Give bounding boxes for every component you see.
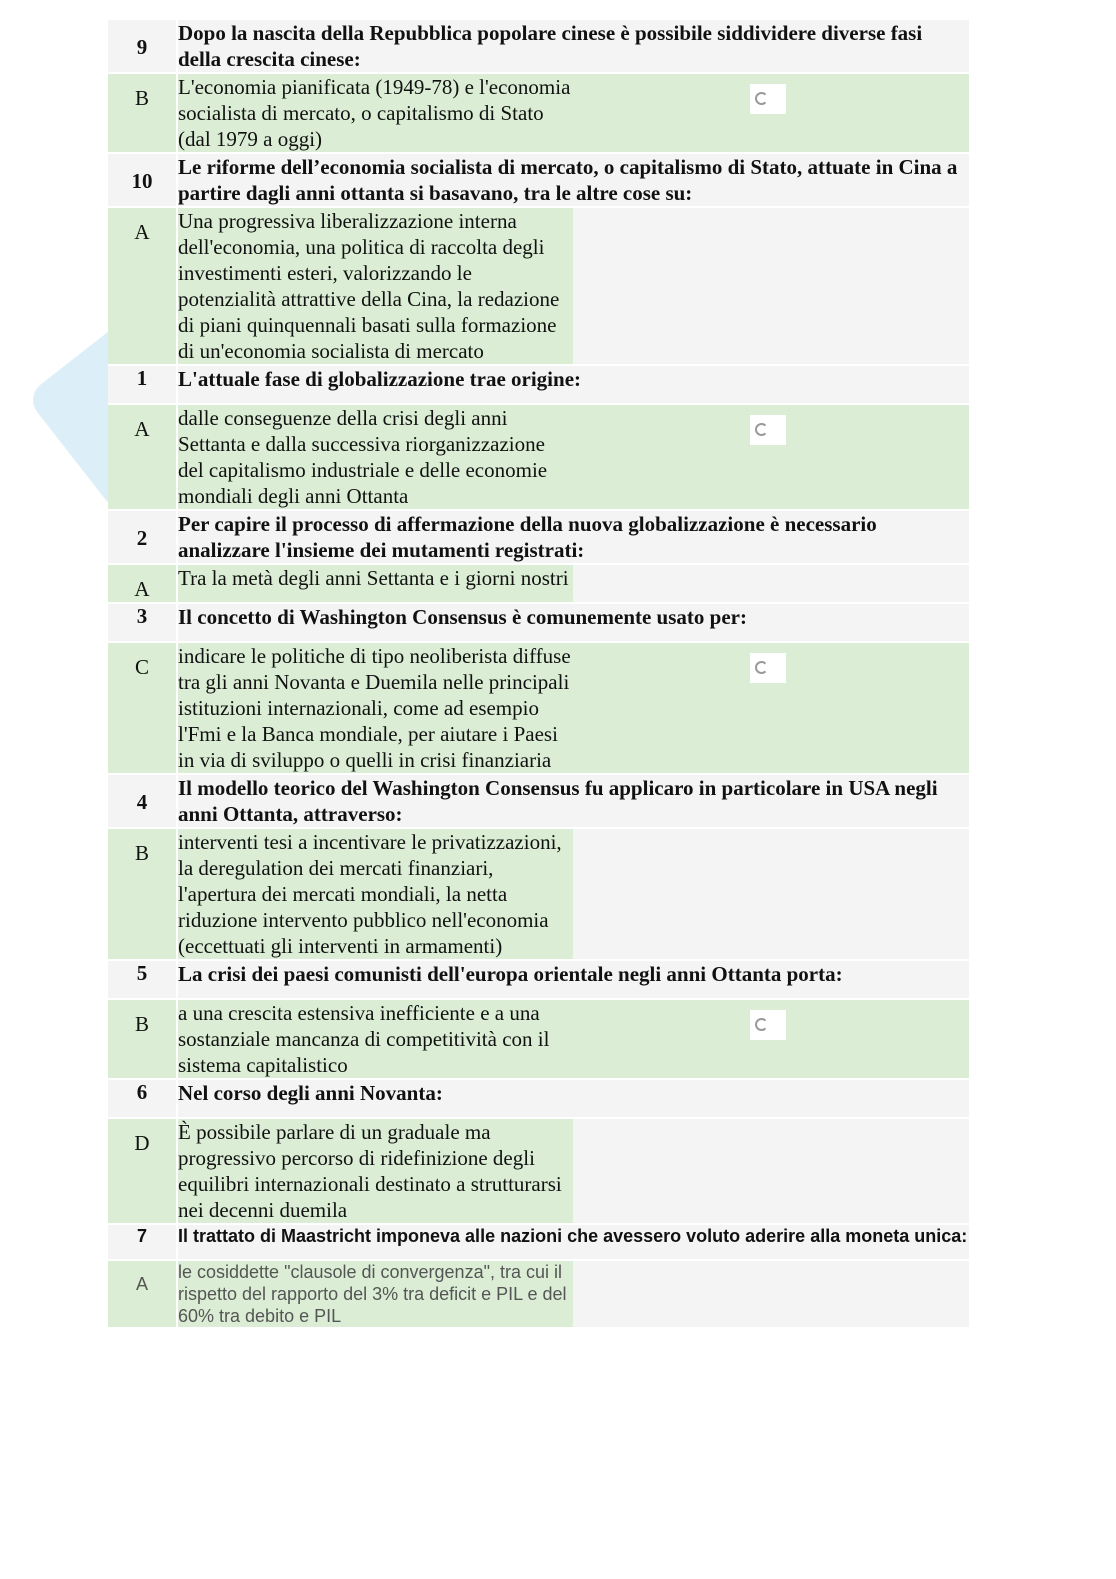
answer-letter: B <box>108 999 177 1079</box>
question-number: 4 <box>108 774 177 828</box>
answer-radio-cell <box>573 828 969 960</box>
answer-row <box>108 207 969 365</box>
question-text: Dopo la nascita della Repubblica popolare cinese è possibile siddividere diverse fasi della crescita cinese: <box>177 20 969 73</box>
question-text: Le riforme dell’economia socialista di mercato, o capitalismo di Stato, attuate in Cina a partire dagli anni ottanta si basavano, tra le altre cose su: <box>177 153 969 207</box>
question-number: 10 <box>108 153 177 207</box>
quiz-table <box>108 20 969 1329</box>
answer-letter: A <box>108 207 177 365</box>
answer-radio-cell <box>573 564 969 603</box>
question-number: 3 <box>108 603 177 642</box>
answer-text: Una progressiva liberalizzazione interna dell'economia, una politica di raccolta degli investimenti esteri, valorizzando le potenzialità attrattive della Cina, la redazione di piani quinquennali basati sulla formazione di un'economia socialista di mercato <box>177 207 573 365</box>
question-number: 2 <box>108 510 177 564</box>
question-row <box>108 1079 969 1118</box>
question-text: La crisi dei paesi comunisti dell'europa orientale negli anni Ottanta porta: <box>177 960 969 999</box>
answer-radio-cell[interactable] <box>573 73 969 153</box>
answer-row <box>108 999 969 1079</box>
answer-radio-cell[interactable] <box>573 642 969 774</box>
answer-row <box>108 73 969 153</box>
question-row <box>108 1224 969 1260</box>
answer-text: indicare le politiche di tipo neoliberista diffuse tra gli anni Novanta e Duemila nelle principali istituzioni internazionali, come ad esempio l'Fmi e la Banca mondiale, per aiutare i Paesi in via di sviluppo o quelli in crisi finanziaria <box>177 642 573 774</box>
radio-button[interactable] <box>750 653 786 683</box>
radio-circle-icon <box>755 92 768 105</box>
answer-radio-cell <box>573 1118 969 1224</box>
question-row <box>108 774 969 828</box>
answer-letter: A <box>108 564 177 603</box>
question-text: Per capire il processo di affermazione della nuova globalizzazione è necessario analizzare l'insieme dei mutamenti registrati: <box>177 510 969 564</box>
question-text: Il concetto di Washington Consensus è comunemente usato per: <box>177 603 969 642</box>
answer-radio-cell[interactable] <box>573 404 969 510</box>
answer-letter: B <box>108 73 177 153</box>
question-row <box>108 153 969 207</box>
answer-row <box>108 404 969 510</box>
question-number: 5 <box>108 960 177 999</box>
question-text: Il trattato di Maastricht imponeva alle nazioni che avessero voluto aderire alla moneta unica: <box>177 1224 969 1260</box>
answer-letter: D <box>108 1118 177 1224</box>
question-row <box>108 603 969 642</box>
question-row <box>108 20 969 73</box>
answer-radio-cell <box>573 207 969 365</box>
answer-text: L'economia pianificata (1949-78) e l'economia socialista di mercato, o capitalismo di Stato (dal 1979 a oggi) <box>177 73 573 153</box>
answer-text: a una crescita estensiva inefficiente e a una sostanziale mancanza di competitività con il sistema capitalistico <box>177 999 573 1079</box>
radio-circle-icon <box>755 661 768 674</box>
answer-text: Tra la metà degli anni Settanta e i giorni nostri <box>177 564 573 603</box>
radio-circle-icon <box>755 423 768 436</box>
question-number: 9 <box>108 20 177 73</box>
question-text: Nel corso degli anni Novanta: <box>177 1079 969 1118</box>
answer-letter: A <box>108 404 177 510</box>
radio-button[interactable] <box>750 415 786 445</box>
answer-radio-cell <box>573 1260 969 1328</box>
answer-row <box>108 1118 969 1224</box>
question-row <box>108 365 969 404</box>
answer-radio-cell[interactable] <box>573 999 969 1079</box>
radio-button[interactable] <box>750 84 786 114</box>
answer-text: le cosiddette "clausole di convergenza", tra cui il rispetto del rapporto del 3% tra deficit e PIL e del 60% tra debito e PIL <box>177 1260 573 1328</box>
answer-letter: A <box>108 1260 177 1328</box>
question-number: 1 <box>108 365 177 404</box>
question-text: L'attuale fase di globalizzazione trae origine: <box>177 365 969 404</box>
answer-text: È possibile parlare di un graduale ma progressivo percorso di ridefinizione degli equilibri internazionali destinato a strutturarsi nei decenni duemila <box>177 1118 573 1224</box>
question-row <box>108 960 969 999</box>
radio-circle-icon <box>755 1018 768 1031</box>
answer-text: dalle conseguenze della crisi degli anni Settanta e dalla successiva riorganizzazione del capitalismo industriale e delle economie mondiali degli anni Ottanta <box>177 404 573 510</box>
answer-row <box>108 1260 969 1328</box>
answer-letter: B <box>108 828 177 960</box>
answer-letter: C <box>108 642 177 774</box>
question-row <box>108 510 969 564</box>
answer-row <box>108 642 969 774</box>
question-text: Il modello teorico del Washington Consensus fu applicaro in particolare in USA negli anni Ottanta, attraverso: <box>177 774 969 828</box>
answer-text: interventi tesi a incentivare le privatizzazioni, la deregulation dei mercati finanziari, l'apertura dei mercati mondiali, la netta riduzione intervento pubblico nell'economia (eccettuati gli interventi in armamenti) <box>177 828 573 960</box>
radio-button[interactable] <box>750 1010 786 1040</box>
question-number: 6 <box>108 1079 177 1118</box>
answer-row <box>108 564 969 603</box>
answer-row <box>108 828 969 960</box>
question-number: 7 <box>108 1224 177 1260</box>
